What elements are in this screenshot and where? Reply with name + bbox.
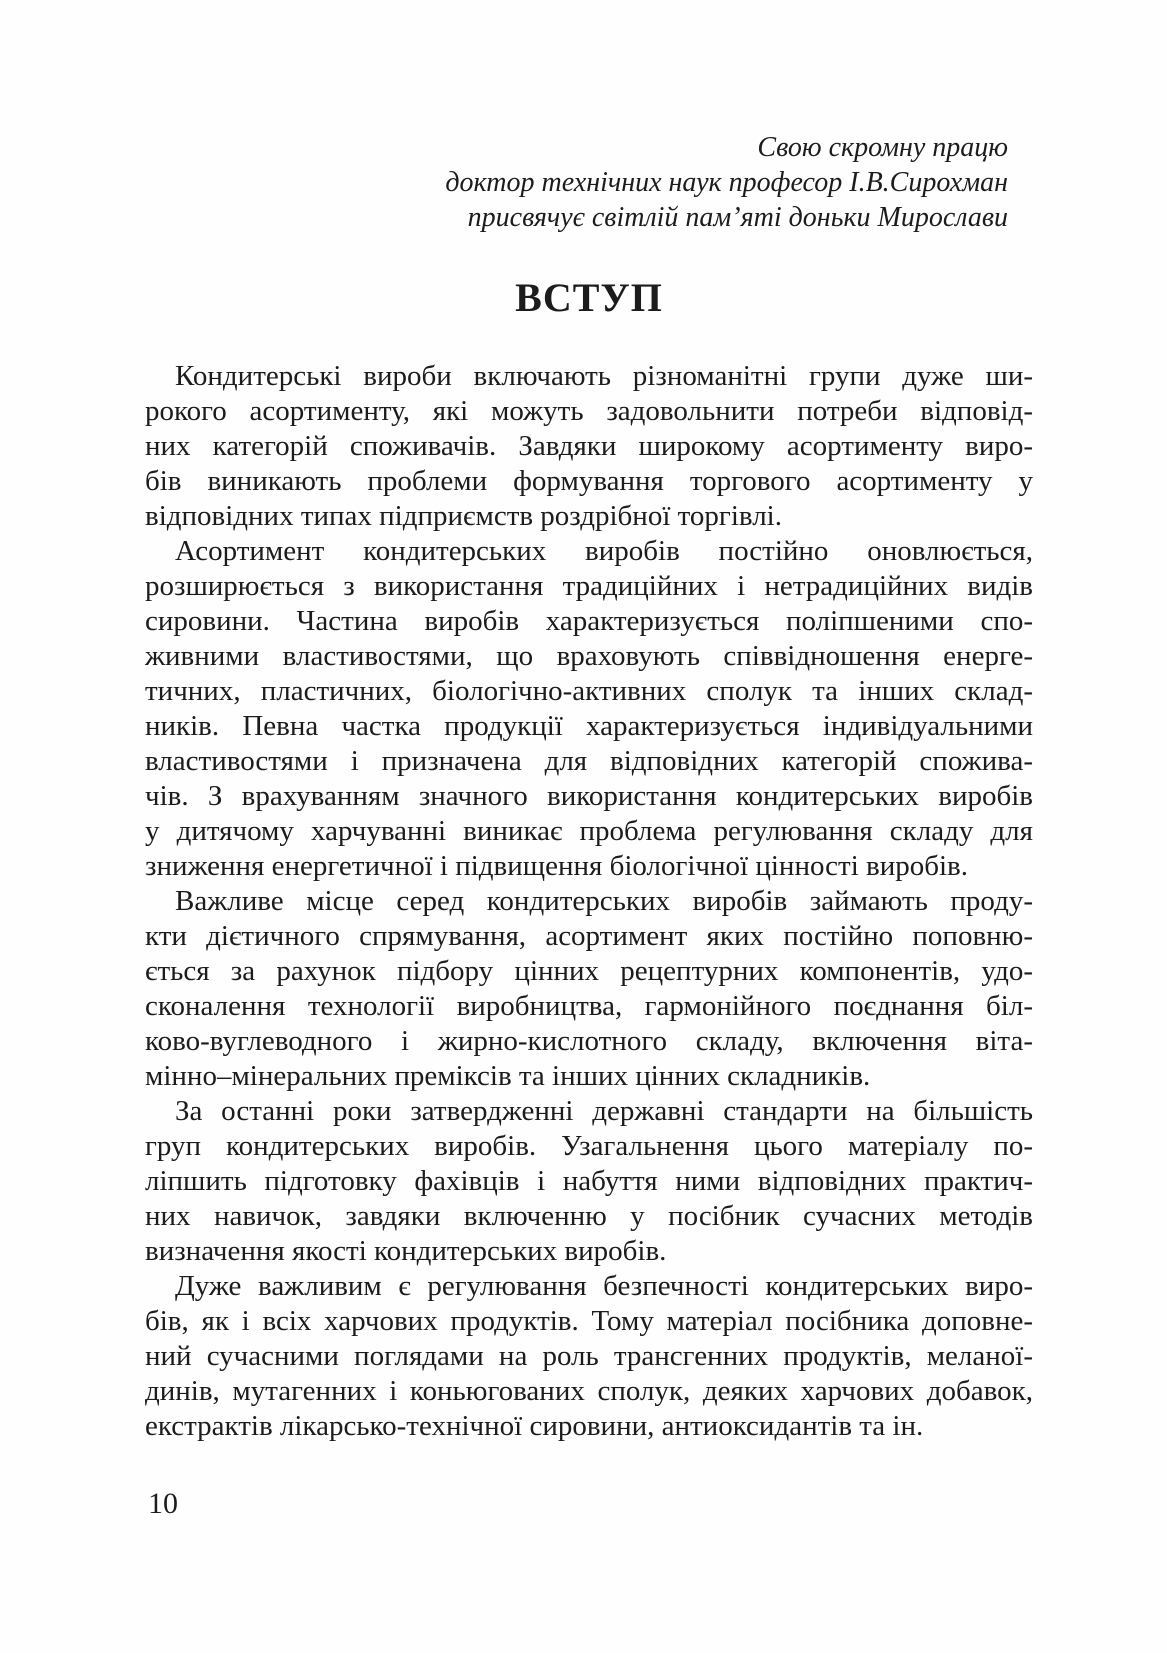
paragraphs [145,359,1033,1444]
text-line: ється за рахунок підбору цінних рецептурних компонентів, удо- [145,955,1033,987]
text-line: Асортимент кондитерських виробів постійно оновлюється, [175,535,1033,567]
dedication-line-2: доктор технічних наук професор І.В.Сирохман [445,167,1008,198]
paragraph [145,1269,1033,1444]
text-line: Важливе місце серед кондитерських виробів займають проду- [175,885,1033,917]
text-line: властивостями і призначена для відповідних категорій спожива- [145,745,1033,777]
paragraph [145,534,1033,884]
text-line: них категорій споживачів. Завдяки широкому асортименту виро- [145,430,1033,462]
text-line: бів, як і всіх харчових продуктів. Тому матеріал посібника доповне- [145,1305,1033,1337]
text-line: сировини. Частина виробів характеризується поліпшеними спо- [145,605,1033,637]
text-line: мінно–мінеральних преміксів та інших цінних складників. [145,1060,871,1092]
page-content [145,0,1033,1444]
text-line: рокого асортименту, які можуть задовольнити потреби відповід- [145,395,1033,427]
text-line: Кондитерські вироби включають різноманітні групи дуже ши- [175,360,1033,392]
text-line: тичних, пластичних, біологічно-активних сполук та інших склад- [145,675,1033,707]
text-line: сконалення технології виробництва, гармонійного поєднання біл- [145,990,1033,1022]
text-line: ний сучасними поглядами на роль трансгенних продуктів, меланої- [145,1340,1033,1372]
text-line: чів. З врахуванням значного використання кондитерських виробів [145,780,1033,812]
text-line: відповідних типах підприємств роздрібної торгівлі. [145,500,782,532]
text-line: динів, мутагенних і коньюгованих сполук, деяких харчових добавок, [145,1375,1033,1407]
text-line: визначення якості кондитерських виробів. [145,1235,667,1267]
paragraph [145,884,1033,1094]
text-line: розширюється з використання традиційних і нетрадиційних видів [145,570,1033,602]
text-line: кти дієтичного спрямування, асортимент яких постійно поповню- [145,920,1033,952]
text-line: груп кондитерських виробів. Узагальнення цього матеріалу по- [145,1130,1033,1162]
dedication-line-3: присвячує світлій пам’яті доньки Мирослави [467,202,1008,233]
text-line: зниження енергетичної і підвищення біологічної цінності виробів. [145,850,969,882]
text-line: Дуже важливим є регулювання безпечності кондитерських виро- [175,1270,1033,1302]
paragraph [145,359,1033,534]
text-line: За останні роки затвердженні державні стандарти на більшість [175,1095,1033,1127]
page-number: 10 [148,1487,178,1520]
text-line: у дитячому харчуванні виникає проблема регулювання складу для [145,815,1033,847]
text-line: ліпшить підготовку фахівців і набуття ними відповідних практич- [145,1165,1033,1197]
text-line: екстрактів лікарсько-технічної сировини, антиоксидантів та ін. [145,1410,924,1442]
text-line: ково-вуглеводного і жирно-кислотного складу, включення віта- [145,1025,1033,1057]
text-line: живними властивостями, що враховують співвідношення енерге- [145,640,1033,672]
text-line: них навичок, завдяки включенню у посібник сучасних методів [145,1200,1033,1232]
dedication-line-1: Свою скромну працю [757,132,1008,163]
text-line: ників. Певна частка продукції характеризується індивідуальними [145,710,1033,742]
chapter-heading: ВСТУП [515,275,663,320]
text-line: бів виникають проблеми формування торгового асортименту у [145,465,1033,497]
paragraph [145,1094,1033,1269]
dedication-epigraph [145,130,1033,235]
